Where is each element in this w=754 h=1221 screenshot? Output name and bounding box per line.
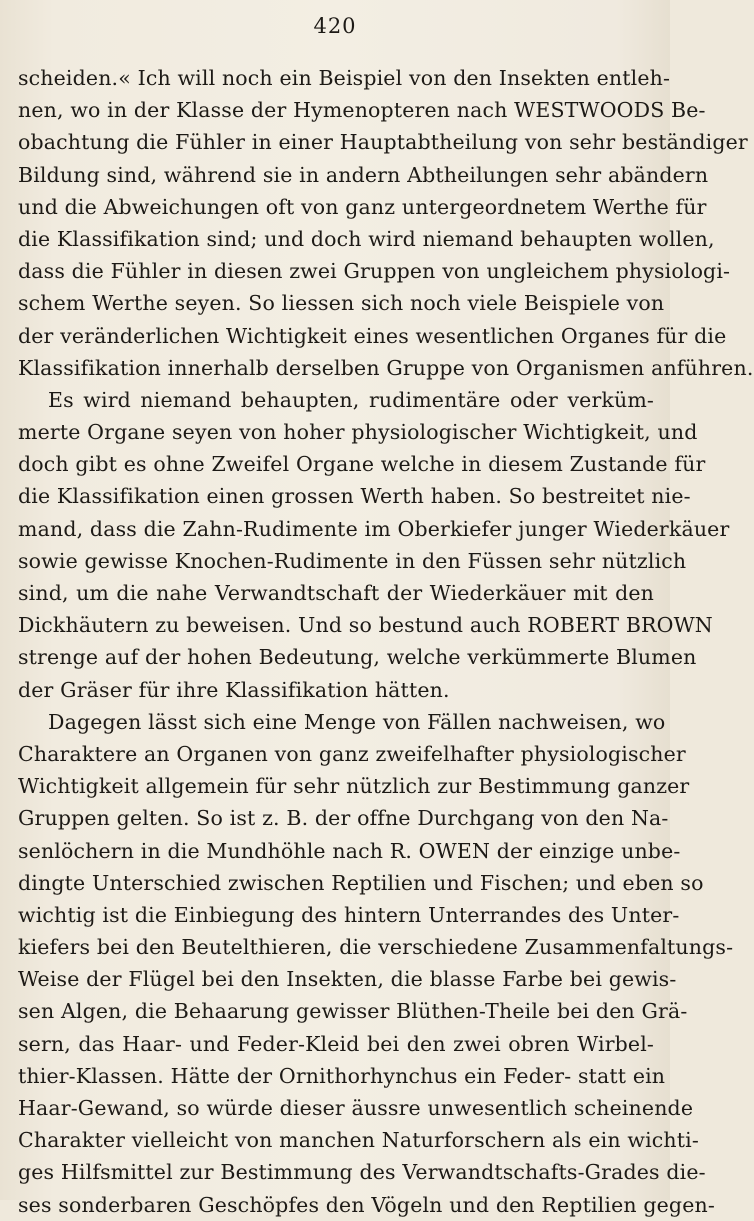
- text-line: thier-Klassen. Hätte der Ornithorhynchus ein Feder- statt ein: [18, 1063, 666, 1088]
- text-line: merte Organe seyen von hoher physiologischer Wichtigkeit, und: [18, 420, 698, 445]
- text-line: Charaktere an Organen von ganz zweifelhafter physiologischer: [18, 741, 686, 766]
- text-line: Gruppen gelten. So ist z. B. der offne Durchgang von den Na-: [18, 806, 669, 831]
- text-line: die Klassifikation sind; und doch wird niemand behaupten wollen,: [18, 226, 715, 251]
- body-text: [18, 62, 754, 1221]
- text-line: sowie gewisse Knochen-Rudimente in den Füssen sehr nützlich: [18, 548, 687, 573]
- text-line: Charakter vielleicht von manchen Naturforschern als ein wichti-: [18, 1128, 699, 1153]
- text-line: und die Abweichungen oft von ganz untergeordnetem Werthe für: [18, 194, 707, 219]
- text-line: senlöchern in die Mundhöhle nach R. OWEN der einzige unbe-: [18, 838, 681, 863]
- text-line: Dagegen lässt sich eine Menge von Fällen nachweisen, wo: [48, 709, 666, 734]
- text-line: obachtung die Fühler in einer Hauptabtheilung von sehr beständiger: [18, 130, 748, 155]
- text-line: sen Algen, die Behaarung gewisser Blüthen-Theile bei den Grä-: [18, 999, 688, 1024]
- page-number: 420: [313, 14, 357, 38]
- text-line: wichtig ist die Einbiegung des hintern Unterrandes des Unter-: [18, 902, 680, 927]
- text-line: dass die Fühler in diesen zwei Gruppen von ungleichem physiologi-: [18, 259, 731, 284]
- text-line: Dickhäutern zu beweisen. Und so bestund auch ROBERT BROWN: [18, 613, 713, 638]
- text-line: ses sonderbaren Geschöpfes den Vögeln und den Reptilien gegen-: [18, 1192, 715, 1217]
- text-line: kiefers bei den Beutelthieren, die verschiedene Zusammenfaltungs-: [18, 935, 734, 960]
- text-line: sind, um die nahe Verwandtschaft der Wiederkäuer mit den: [18, 581, 654, 605]
- text-line: Klassifikation innerhalb derselben Gruppe von Organismen anführen.: [18, 355, 754, 380]
- text-line: strenge auf der hohen Bedeutung, welche verkümmerte Blumen: [18, 645, 697, 670]
- text-line: mand, dass die Zahn-Rudimente im Oberkiefer junger Wiederkäuer: [18, 516, 730, 541]
- text-line: Weise der Flügel bei den Insekten, die blasse Farbe bei gewis-: [18, 967, 677, 992]
- text-line: ges Hilfsmittel zur Bestimmung des Verwandtschafts-Grades die-: [18, 1160, 706, 1185]
- text-line: schem Werthe seyen. So liessen sich noch viele Beispiele von: [18, 291, 665, 316]
- text-line: scheiden.« Ich will noch ein Beispiel von den Insekten entleh-: [18, 66, 671, 90]
- text-line: der Gräser für ihre Klassifikation hätten.: [18, 677, 450, 702]
- text-line: die Klassifikation einen grossen Werth haben. So bestreitet nie-: [18, 484, 691, 509]
- text-line: Bildung sind, während sie in andern Abtheilungen sehr abändern: [18, 162, 709, 187]
- text-line: Wichtigkeit allgemein für sehr nützlich zur Bestimmung ganzer: [18, 774, 690, 799]
- text-line: Es wird niemand behaupten, rudimentäre oder verküm-: [48, 387, 654, 412]
- text-line: der veränderlichen Wichtigkeit eines wesentlichen Organes für die: [18, 323, 727, 348]
- text-line: nen, wo in der Klasse der Hymenopteren nach WESTWOODS Be-: [18, 98, 706, 123]
- text-line: doch gibt es ohne Zweifel Organe welche in diesem Zustande für: [18, 452, 706, 477]
- text-line: sern, das Haar- und Feder-Kleid bei den zwei obren Wirbel-: [18, 1031, 654, 1056]
- text-line: Haar-Gewand, so würde dieser äussre unwesentlich scheinende: [18, 1096, 694, 1120]
- text-line: dingte Unterschied zwischen Reptilien und Fischen; und eben so: [18, 870, 704, 895]
